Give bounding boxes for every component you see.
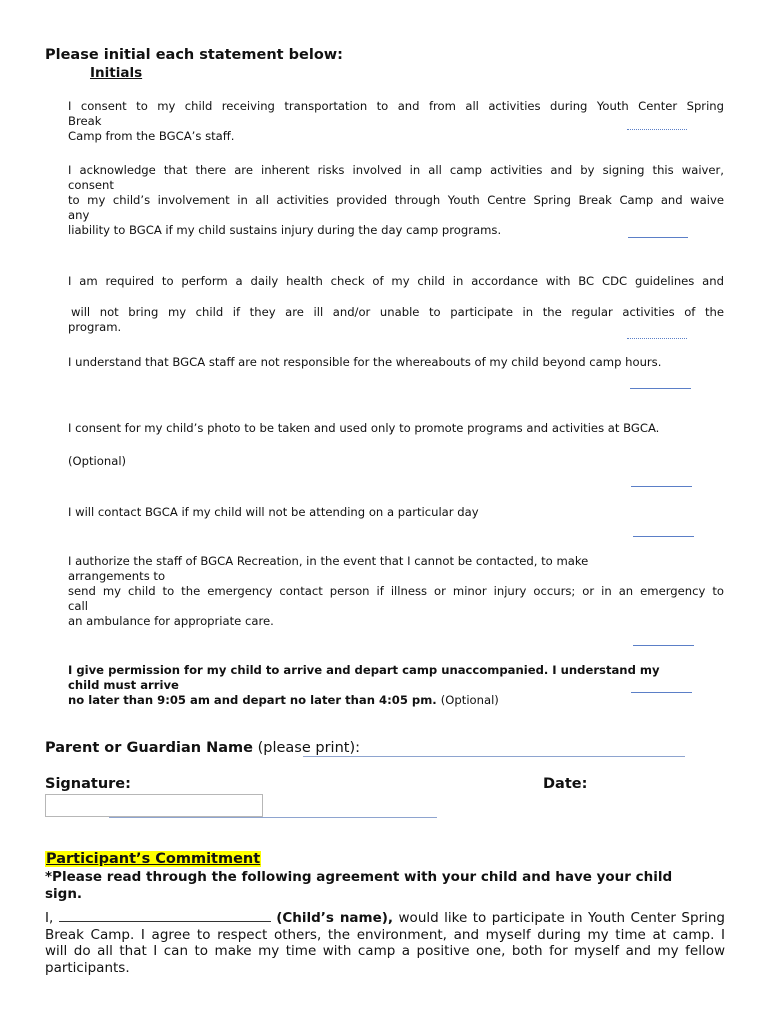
commitment-body: I, (Child’s name), would like to participate in Youth Center Spring Break Camp. I agree to respect others, the environment, and myself during my time at camp. I will do all that I can to make my time with camp a positive one, both for myself and my fellow participants. (45, 910, 725, 976)
signature-line[interactable] (109, 817, 437, 818)
form-heading: Please initial each statement below: (45, 47, 343, 63)
statement-health-check: I am required to perform a daily health check of my child in accordance with BC CDC guidelines and (68, 274, 724, 288)
statement-whereabouts: I understand that BGCA staff are not responsible for the whereabouts of my child beyond camp hours. (68, 355, 662, 369)
initials-field-unaccompanied[interactable] (631, 692, 692, 693)
statement-risks: I acknowledge that there are inherent risks involved in all camp activities and by signing this waiver, consent to my child’s involvement in all activities provided through Youth Centre Spring Break Camp and waive any liability to BGCA if my child sustains injury during the day camp programs. (68, 163, 724, 237)
guardian-name-field[interactable] (303, 756, 685, 757)
initials-field-transportation[interactable] (627, 129, 687, 130)
date-label: Date: (543, 776, 588, 792)
statement-absence-contact: I will contact BGCA if my child will not be attending on a particular day (68, 505, 479, 519)
statement-transportation: I consent to my child receiving transportation to and from all activities during Youth Center Spring Break Camp from the BGCA’s staff. (68, 99, 724, 143)
commitment-title: Participant’s Commitment (46, 851, 261, 867)
initials-column-label: Initials (90, 65, 143, 81)
initials-field-risks[interactable] (628, 237, 688, 238)
initials-field-emergency-authorization[interactable] (633, 645, 694, 646)
signature-box[interactable] (45, 794, 263, 817)
signature-label: Signature: (45, 776, 131, 792)
initials-field-health-check[interactable] (627, 338, 687, 339)
guardian-name-label: Parent or Guardian Name (please print): (45, 740, 361, 756)
initials-field-whereabouts[interactable] (630, 388, 691, 389)
statement-health-check-cont: will not bring my child if they are ill and/or unable to participate in the regular activities of the program. (68, 305, 724, 334)
commitment-instruction: *Please read through the following agreement with your child and have your child sign. (45, 869, 673, 902)
statement-unaccompanied: I give permission for my child to arrive and depart camp unaccompanied. I understand my child must arrive no later than 9:05 am and depart no later than 4:05 pm. (Optional) (68, 663, 660, 707)
statement-photo-optional: (Optional) (68, 454, 127, 468)
statement-emergency-authorization: I authorize the staff of BGCA Recreation, in the event that I cannot be contacted, to make arrangements to send my child to the emergency contact person if illness or minor injury occurs; or in an emergency to call an ambulance for appropriate care. (68, 554, 724, 628)
statement-photo-consent: I consent for my child’s photo to be taken and used only to promote programs and activities at BGCA. (68, 421, 660, 435)
initials-field-absence-contact[interactable] (633, 536, 694, 537)
childs-name-field[interactable] (59, 909, 271, 922)
initials-field-photo-consent[interactable] (631, 486, 692, 487)
